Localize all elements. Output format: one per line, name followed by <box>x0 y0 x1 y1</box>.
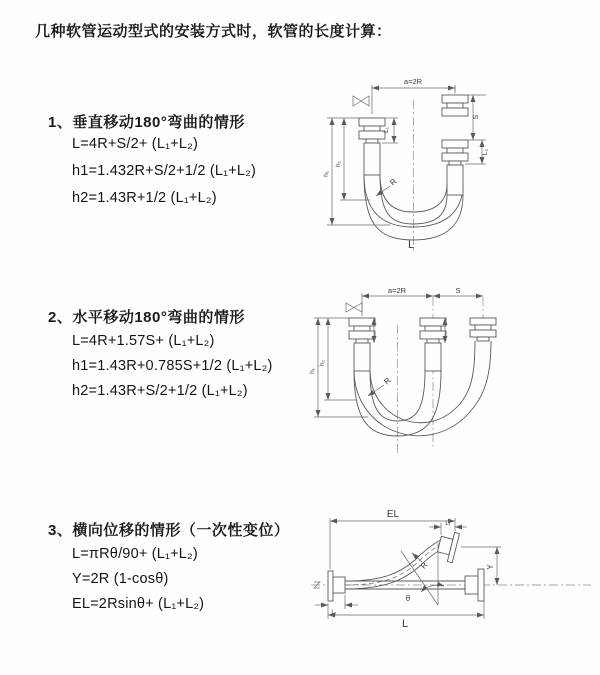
valve-symbol <box>346 303 362 312</box>
section-1-formula-L: L=4R+S/2+ (L₁+L₂) <box>72 136 198 152</box>
dim-label-l1: L₁ <box>383 127 390 133</box>
dim-label-y: Y <box>486 564 495 570</box>
dimension-el <box>330 509 455 569</box>
left-flange <box>328 571 345 601</box>
dimension-l1-left <box>315 595 358 616</box>
diagram-horizontal-180-bend <box>308 283 588 473</box>
radius-label: R <box>388 176 399 188</box>
section-2-heading: 2、水平移动180°弯曲的情形 <box>48 309 245 326</box>
dim-label-l2: L₂ <box>482 148 489 156</box>
section-1-heading: 1、垂直移动180°弯曲的情形 <box>48 114 245 131</box>
dim-label-s: S <box>473 114 480 120</box>
radius-annotation <box>376 177 399 196</box>
dim-label-h2: h₂ <box>335 160 342 168</box>
dimension-a2r <box>362 286 433 316</box>
diagram-vertical-180-bend <box>310 72 590 262</box>
right-fitting-lower-position <box>442 140 468 195</box>
dim-label-el: EL <box>386 509 400 520</box>
page-title: 几种软管运动型式的安装方式时，软管的长度计算： <box>35 23 392 40</box>
dim-label-a2r: a=2R <box>387 286 407 295</box>
dim-label-h1: h₁ <box>309 368 316 374</box>
left-fitting <box>359 118 385 175</box>
length-label: L <box>407 239 415 251</box>
left-fitting <box>349 318 375 371</box>
section-3-heading: 3、横向位移的情形（一次性变位） <box>48 522 290 539</box>
dimension-l2 <box>482 140 489 164</box>
dim-label-l1-left: L₁ <box>331 610 337 616</box>
radius-annotation <box>412 553 430 570</box>
dimension-l1-top <box>429 521 467 535</box>
right-fitting-moved-position <box>470 318 496 341</box>
radius-label: R <box>382 375 393 387</box>
dimension-h2 <box>319 318 356 400</box>
hose-displaced-position <box>345 530 459 589</box>
dimension-s <box>433 286 483 296</box>
section-3-formula-EL: EL=2Rsinθ+ (L₁+L₂) <box>72 596 205 612</box>
section-2-formula-L: L=4R+1.57S+ (L₁+L₂) <box>72 333 215 349</box>
dim-label-a2r: a=2R <box>403 77 423 86</box>
middle-fitting-original-position <box>420 318 446 371</box>
centerline <box>311 582 591 588</box>
hose-u-bends <box>354 341 491 436</box>
dim-label-h1: h₁ <box>323 171 330 177</box>
section-3-formula-L: L=πRθ/90+ (L₁+L₂) <box>72 546 198 562</box>
dim-label-s: S <box>455 286 461 295</box>
diagram-lateral-displacement <box>303 505 598 665</box>
section-2-formula-h1: h1=1.43R+0.785S+1/2 (L₁+L₂) <box>72 358 273 374</box>
dim-label-l1-top: L₁ <box>445 521 451 527</box>
dim-label-l: L <box>401 618 409 630</box>
section-3-formula-Y: Y=2R (1-cosθ) <box>72 571 169 587</box>
dim-label-h2: h₂ <box>319 359 326 367</box>
section-1-formula-h1: h1=1.432R+S/2+1/2 (L₁+L₂) <box>72 163 257 179</box>
section-2-formula-h2: h2=1.43R+S/2+1/2 (L₁+L₂) <box>72 383 248 399</box>
section-1-formula-h2: h2=1.43R+1/2 (L₁+L₂) <box>72 190 217 206</box>
valve-symbol <box>353 96 369 106</box>
radius-label: R <box>418 560 430 571</box>
right-fitting-upper-position <box>442 95 468 116</box>
angle-label-theta: θ <box>405 594 411 603</box>
